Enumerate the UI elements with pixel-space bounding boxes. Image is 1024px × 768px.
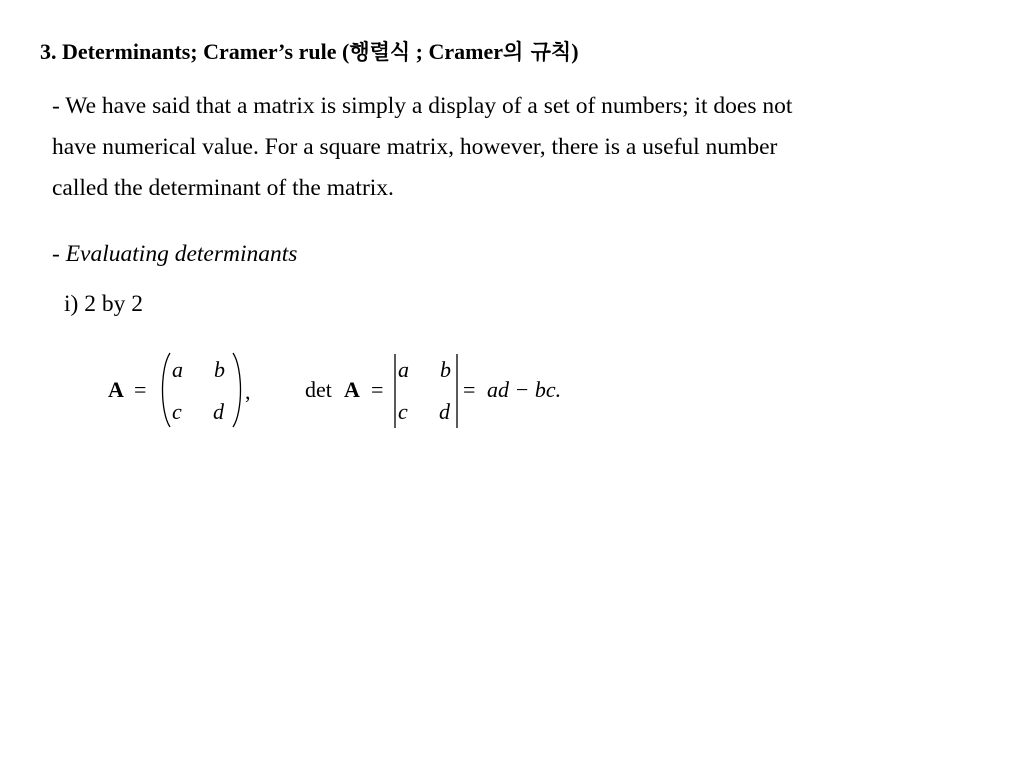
- title-korean-determinant: 행렬식: [349, 40, 411, 64]
- comma: ,: [245, 379, 251, 404]
- title-text-after: ): [571, 39, 579, 64]
- det-entry-d: d: [439, 399, 450, 424]
- section-dash: -: [52, 241, 66, 267]
- det-equals-sign: =: [371, 377, 384, 402]
- intro-line-2: have numerical value. For a square matrix, however, there is a useful number: [52, 134, 778, 160]
- det-matrix-symbol: A: [344, 377, 360, 402]
- determinant-result: ad − bc.: [487, 377, 562, 402]
- section-heading: [52, 238, 297, 270]
- title-text-before: 3. Determinants; Cramer’s rule (: [40, 39, 350, 64]
- equals-sign: =: [134, 377, 147, 402]
- intro-line-3: called the determinant of the matrix.: [52, 175, 394, 201]
- left-determinant-bar: [393, 354, 397, 428]
- det-entry-a: a: [398, 357, 409, 382]
- det-word: det: [305, 377, 332, 402]
- intro-paragraph: [52, 86, 992, 209]
- left-parenthesis: [158, 352, 172, 428]
- right-parenthesis: [231, 352, 245, 428]
- case-label: i) 2 by 2: [64, 291, 143, 317]
- section-title: Evaluating determinants: [65, 241, 298, 267]
- title-text-mid: ; Cramer: [410, 39, 504, 64]
- det-entry-b: b: [440, 357, 451, 382]
- right-determinant-bar: [455, 354, 459, 428]
- matrix-entry-d: d: [213, 399, 224, 424]
- result-equals-sign: =: [463, 377, 476, 402]
- matrix-symbol: A: [108, 377, 124, 402]
- matrix-entry-b: b: [214, 357, 225, 382]
- det-entry-c: c: [398, 399, 408, 424]
- matrix-entry-a: a: [172, 357, 183, 382]
- intro-line-1: - We have said that a matrix is simply a display of a set of numbers; it does not: [52, 93, 793, 119]
- matrix-entry-c: c: [172, 399, 182, 424]
- title-korean-rule: 의 규칙: [503, 40, 572, 64]
- page-title: [40, 38, 579, 66]
